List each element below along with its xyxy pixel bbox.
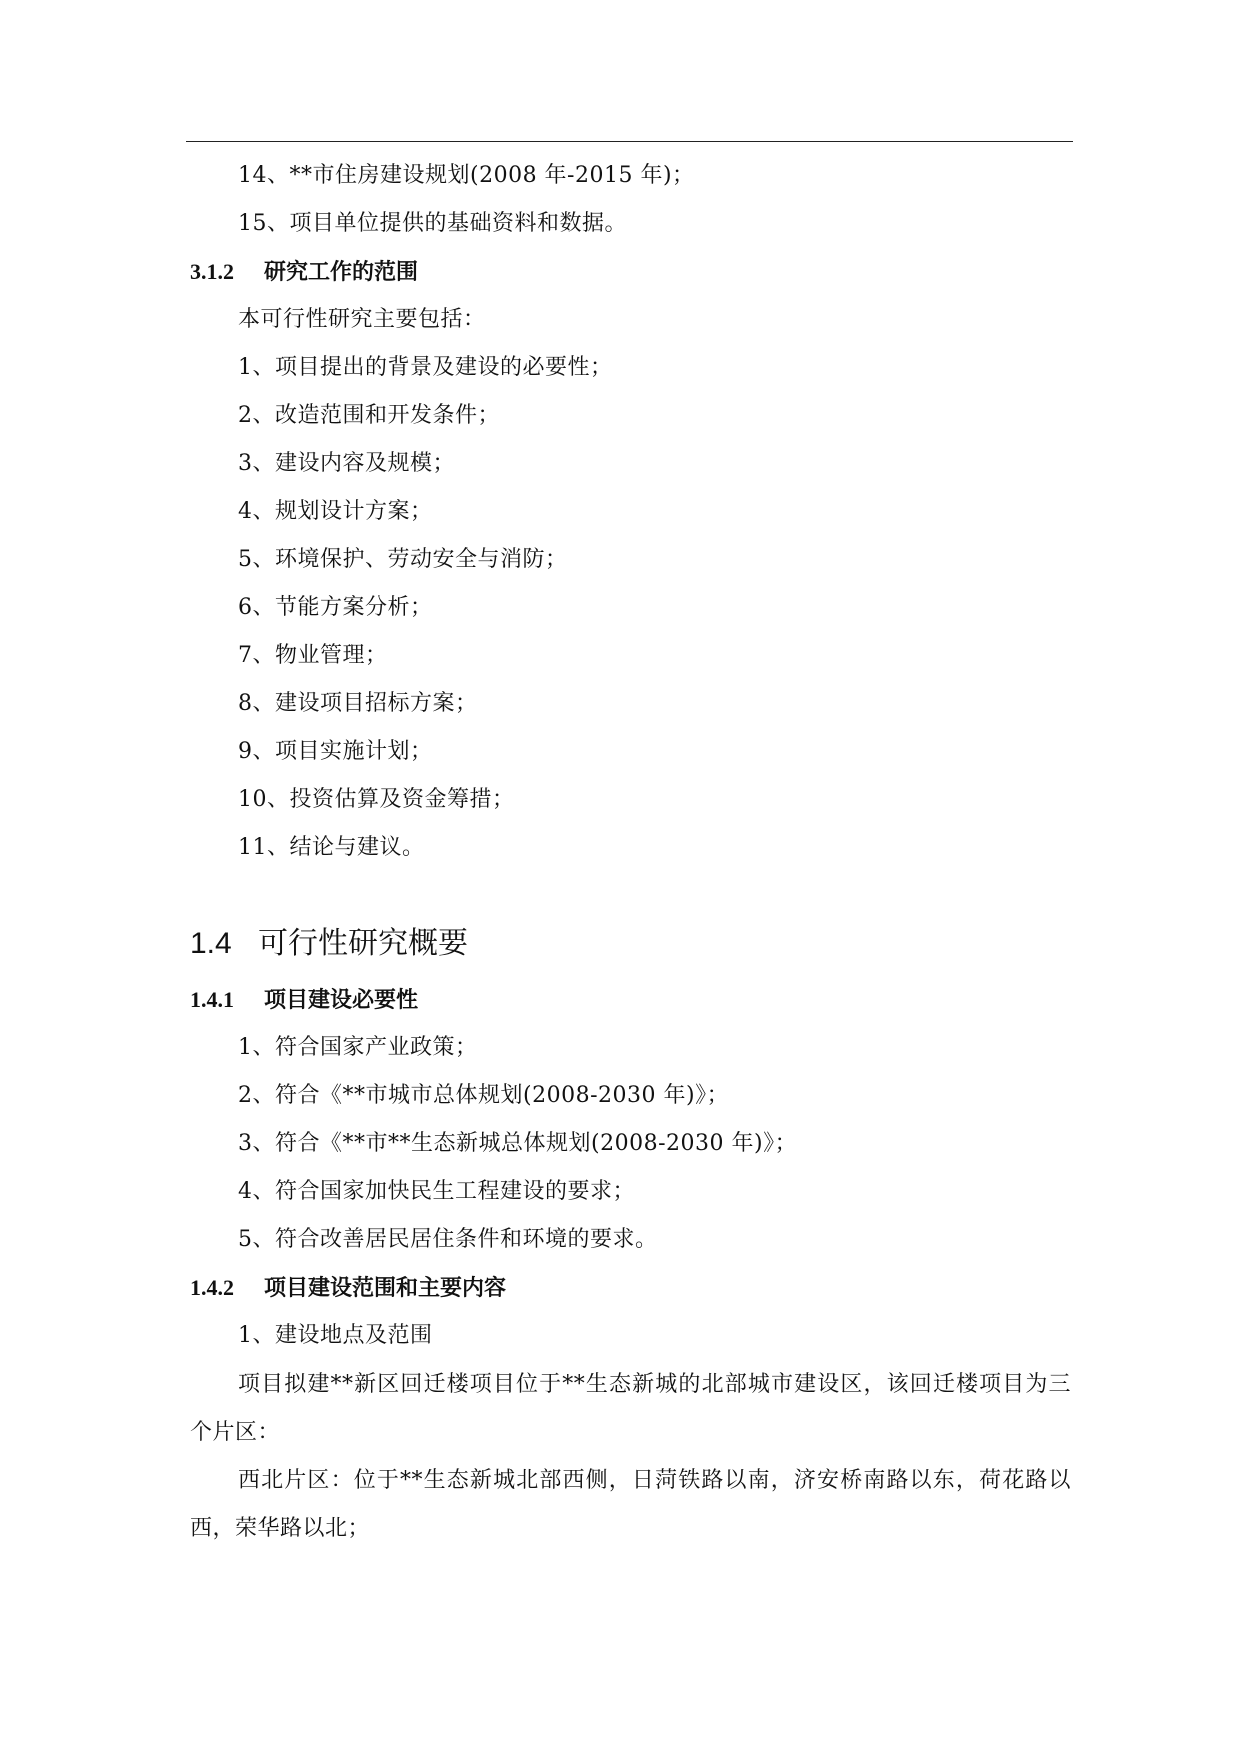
list-item: 2、符合《**市城市总体规划(2008-2030 年)》； (238, 1083, 730, 1108)
list-item: 8、建设项目招标方案； (238, 691, 478, 716)
header-rule (186, 141, 1073, 142)
list-item: 2、改造范围和开发条件； (238, 403, 500, 428)
list-item: 6、节能方案分析； (238, 595, 433, 620)
lead-text: 本可行性研究主要包括： (238, 307, 486, 332)
section-number: 1.4 (190, 927, 232, 960)
list-item: 10、投资估算及资金筹措； (238, 787, 515, 812)
list-item: 5、符合改善居民居住条件和环境的要求。 (238, 1227, 658, 1252)
paragraph: 项目拟建**新区回迁楼项目位于**生态新城的北部城市建设区，该回迁楼项目为三个片区： (190, 1372, 1071, 1445)
subsection-title: 研究工作的范围 (264, 259, 419, 285)
subsection-number: 3.1.2 (190, 259, 234, 284)
list-item: 15、项目单位提供的基础资料和数据。 (238, 211, 627, 236)
list-item: 9、项目实施计划； (238, 739, 433, 764)
section-title: 可行性研究概要 (258, 926, 468, 961)
section-heading-1-4 (190, 924, 468, 964)
list-item: 4、规划设计方案； (238, 499, 433, 524)
list-item: 3、建设内容及规模； (238, 451, 455, 476)
list-item: 3、符合《**市**生态新城总体规划(2008-2030 年)》； (238, 1131, 798, 1156)
subsection-title: 项目建设必要性 (264, 987, 419, 1013)
subsection-number: 1.4.1 (190, 987, 234, 1012)
list-item: 14、**市住房建设规划(2008 年-2015 年)； (238, 163, 695, 188)
list-item: 1、符合国家产业政策； (238, 1035, 478, 1060)
list-item: 1、建设地点及范围 (238, 1323, 433, 1348)
list-item: 11、结论与建议。 (238, 835, 425, 860)
list-item: 1、项目提出的背景及建设的必要性； (238, 355, 613, 380)
subsection-number: 1.4.2 (190, 1275, 234, 1300)
list-item: 7、物业管理； (238, 643, 388, 668)
paragraph: 西北片区：位于**生态新城北部西侧，日菏铁路以南，济安桥南路以东，荷花路以西，荣华路以北； (190, 1468, 1071, 1541)
list-item: 5、环境保护、劳动安全与消防； (238, 547, 568, 572)
subsection-heading-3-1-2 (190, 257, 418, 287)
list-item: 4、符合国家加快民生工程建设的要求； (238, 1179, 635, 1204)
subsection-title: 项目建设范围和主要内容 (264, 1275, 507, 1301)
subsection-heading-1-4-1 (190, 985, 418, 1015)
subsection-heading-1-4-2 (190, 1273, 506, 1303)
